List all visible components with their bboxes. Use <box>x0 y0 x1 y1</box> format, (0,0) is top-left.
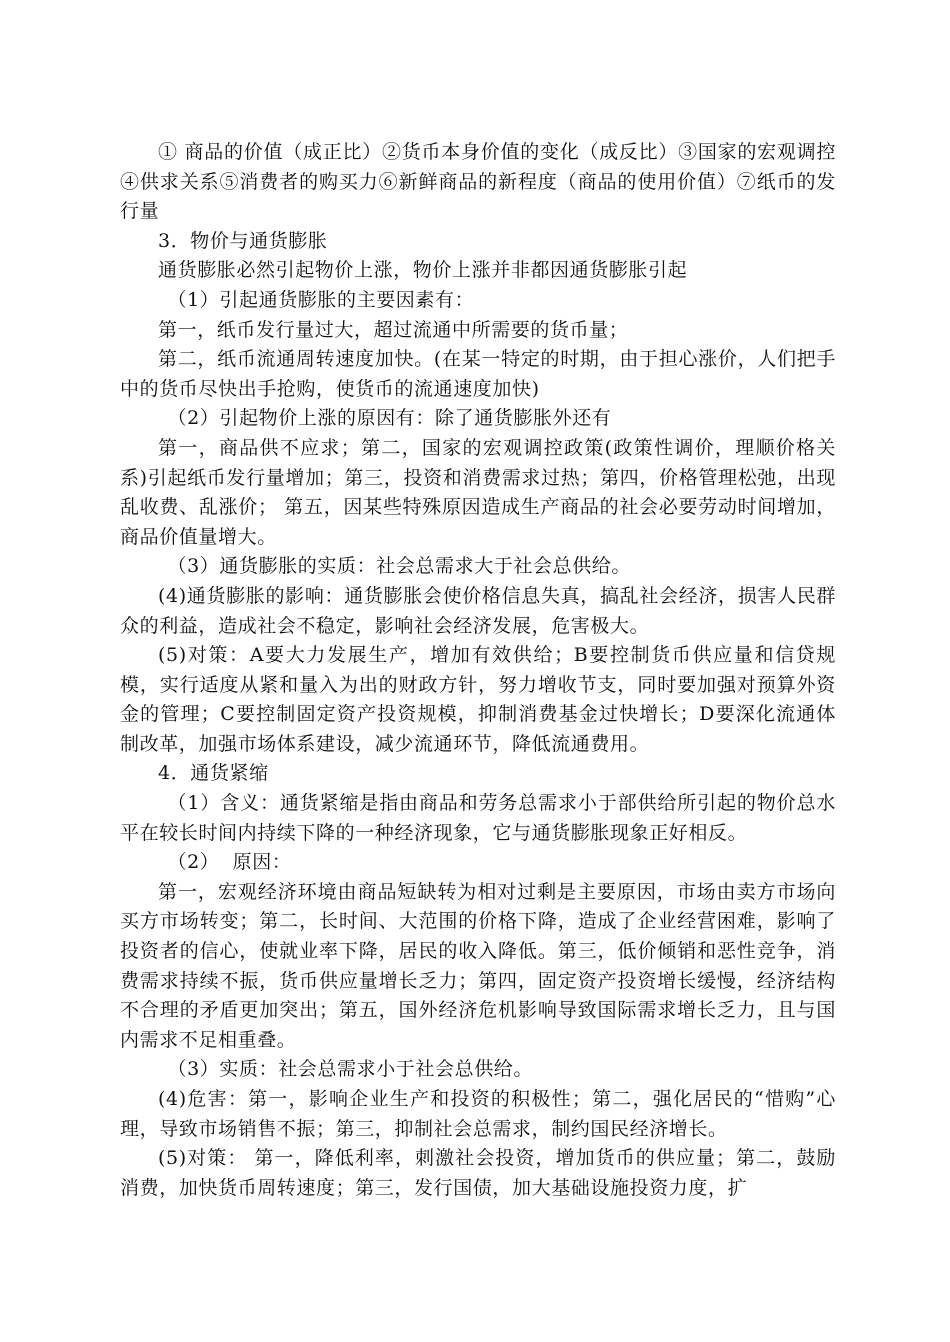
paragraph: 第一，宏观经济环境由商品短缺转为相对过剩是主要原因，市场由卖方市场向买方市场转变；第二，长时间、大范围的价格下降，造成了企业经营困难，影响了投资者的信心，使就业率下降，居民的收入降低。第三，低价倾销和恶性竞争，消费需求持续不振，货币供应量增长乏力；第四，固定资产投资增长缓慢，经济结构不合理的矛盾更加突出；第五，国外经济危机影响导致国际需求增长乏力，且与国内需求不足相重叠。 <box>120 880 836 1051</box>
paragraph: (4)危害：第一，影响企业生产和投资的积极性；第二，强化居民的“惜购”心理，导致市场销售不振；第三，抑制社会总需求，制约国民经济增长。 <box>120 1088 836 1140</box>
subheading: （2） 原因： <box>167 851 292 874</box>
subheading: （3）通货膨胀的实质：社会总需求大于社会总供给。 <box>167 555 631 578</box>
section-heading-3: 3．物价与通货膨胀 <box>158 229 328 252</box>
paragraph: 第二，纸币流通周转速度加快。(在某一特定的时期，由于担心涨价，人们把手中的货币尽快出手抢购，使货币的流通速度加快) <box>120 348 836 400</box>
subheading: （2）引起物价上涨的原因有：除了通货膨胀外还有 <box>167 407 612 430</box>
paragraph: (5)对策：A要大力发展生产，增加有效供给；B要控制货币供应量和信贷规模，实行适度从紧和量入为出的财政方针，努力增收节支，同时要加强对预算外资金的管理；C要控制固定资产投资规模，抑制消费基金过快增长；D要深化流通体制改革，加强市场体系建设，减少流通环节，降低流通费用。 <box>120 644 836 755</box>
paragraph: (4)通货膨胀的影响：通货膨胀会使价格信息失真，搞乱社会经济，损害人民群众的利益，造成社会不稳定，影响社会经济发展，危害极大。 <box>120 584 836 637</box>
document-body <box>120 138 836 1203</box>
section-heading-4: 4．通货紧缩 <box>158 762 269 785</box>
price-factors-list: ① 商品的价值（成正比）②货币本身价值的变化（成反比）③国家的宏观调控④供求关系⑤消费者的购买力⑥新鲜商品的新程度（商品的使用价值）⑦纸币的发行量 <box>120 141 836 223</box>
paragraph: (5)对策： 第一，降低利率，刺激社会投资，增加货币的供应量；第二，鼓励消费，加快货币周转速度；第三，发行国债，加大基础设施投资力度，扩 <box>120 1147 836 1199</box>
subheading: （3）实质：社会总需求小于社会总供给。 <box>167 1058 533 1081</box>
paragraph: 第一，商品供不应求；第二，国家的宏观调控政策(政策性调价，理顺价格关系)引起纸币发行量增加；第三，投资和消费需求过热；第四，价格管理松弛，出现乱收费、乱涨价； 第五，因某些特殊原因造成生产商品的社会必要劳动时间增加，商品价值量增大。 <box>120 436 836 548</box>
paragraph: 第一，纸币发行量过大，超过流通中所需要的货币量； <box>158 318 629 341</box>
paragraph: 通货膨胀必然引起物价上涨，物价上涨并非都因通货膨胀引起 <box>158 259 688 282</box>
paragraph: （1）含义：通货紧缩是指由商品和劳务总需求小于部供给所引起的物价总水平在较长时间内持续下降的一种经济现象，它与通货膨胀现象正好相反。 <box>120 792 836 844</box>
subheading: （1）引起通货膨胀的主要因素有： <box>167 288 475 311</box>
